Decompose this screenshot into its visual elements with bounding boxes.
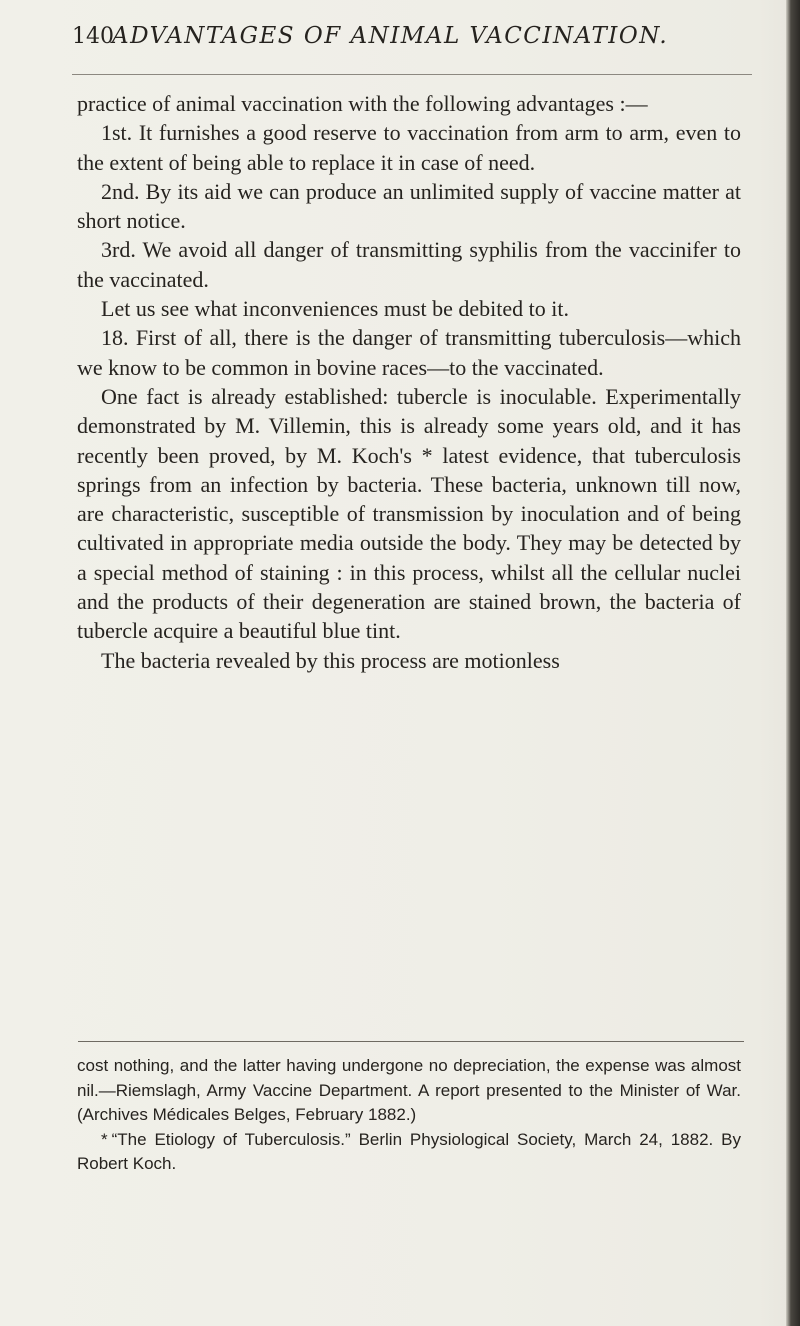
paragraph-advantage-3: 3rd. We avoid all danger of transmitting syphilis from the vaccinifer to the vaccinated. [77,237,741,292]
paragraph-advantage-1: 1st. It furnishes a good reserve to vaccination from arm to arm, even to the extent of being able to replace it in case of need. [77,120,741,175]
page-edge-shadow [786,0,800,1326]
page-header [72,18,752,58]
main-text [77,89,741,675]
page-number: 140 [72,24,114,49]
footnote-mark: * [101,1129,108,1149]
paragraph-advantage-2: 2nd. By its aid we can produce an unlimited supply of vaccine matter at short notice. [77,178,741,234]
footnote-koch-text: “The Etiology of Tuberculosis.” Berlin Physiological Society, March 24, 1882. By Robert Koch. [77,1129,741,1173]
footnote-continuation: cost nothing, and the latter having undergone no depreciation, the expense was almost nil.—Riemslagh, Army Vaccine Department. A report presented to the Minister of War. (Archives Médicales Belges, February 1882.) [77,1056,741,1124]
paragraph-inconveniences: Let us see what inconveniences must be debited to it. [101,296,569,322]
paragraph-section-18: 18. First of all, there is the danger of transmitting tuberculosis—which we know to be common in bovine races—to the vaccinated. [77,325,741,380]
footnote-koch [77,1128,741,1177]
paragraph-continuation: practice of animal vaccination with the following advantages :— [77,91,648,116]
paragraph-bacteria: The bacteria revealed by this process are motionless [101,647,560,673]
paragraph-tubercle: One fact is already established: tubercle is inoculable. Experimentally demonstrated by M. Villemin, this is already some years old, and it has recently been proved, by M. Koch's * latest evidence, that tuberculosis springs from an infection by bacteria. These bacteria, unknown till now, are characteristic, susceptible of transmission by inoculation and of being cultivated in appropriate media outside the body. They may be detected by a special method of staining : in this process, whilst all the cellular nuclei and the products of their degeneration are stained brown, the bacteria of tubercle acquire a beautiful blue tint. [77,383,741,644]
running-head: ADVANTAGES OF ANIMAL VACCINATION. [112,23,669,49]
header-rule [72,74,752,75]
footnotes [77,1054,741,1177]
footnote-rule [78,1041,744,1042]
